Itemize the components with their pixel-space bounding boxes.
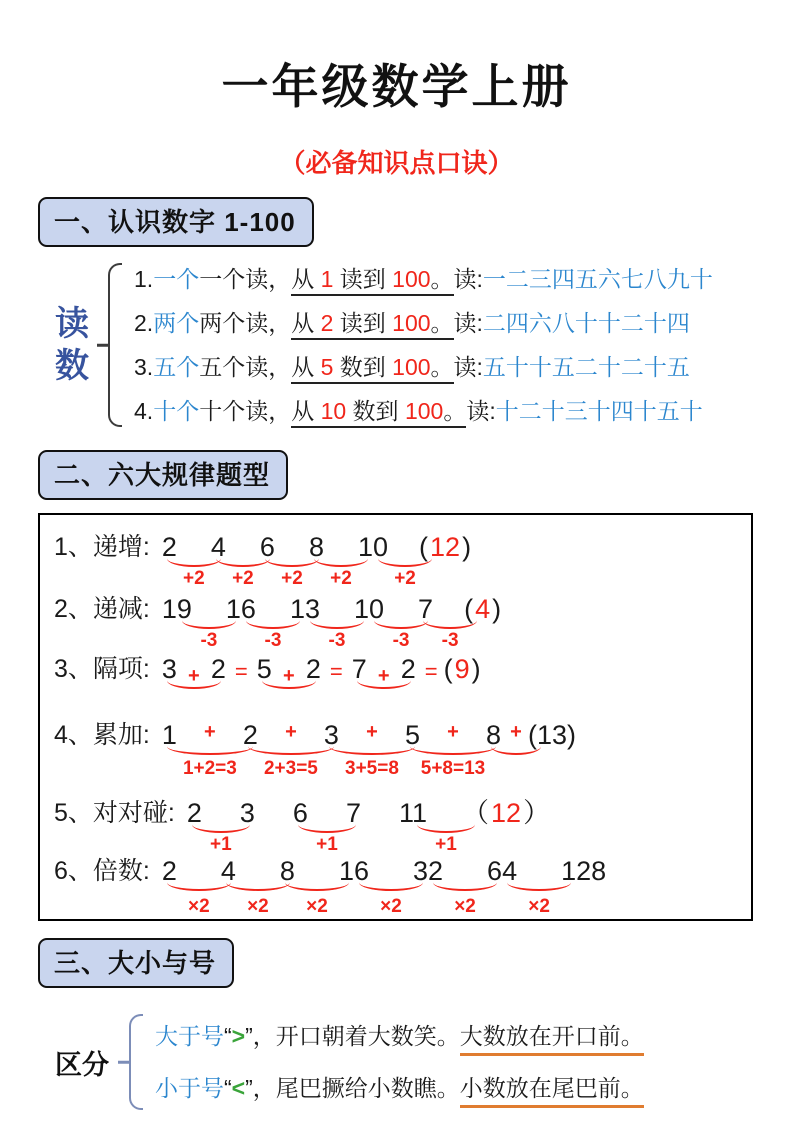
sequence-gap xyxy=(447,853,483,917)
sequence-gap xyxy=(388,591,414,651)
gap-operator: + xyxy=(285,721,297,743)
sequence-gap xyxy=(230,529,256,589)
sequence-number: 10 xyxy=(354,594,385,624)
arc-label: -3 xyxy=(200,630,218,651)
sequence-number: 10 xyxy=(357,532,389,562)
sequence-items xyxy=(158,591,502,651)
sequence-items xyxy=(183,795,551,855)
arc-label: +2 xyxy=(394,568,416,589)
sequence-gap xyxy=(365,795,395,831)
section3-compare-group xyxy=(55,1010,793,1114)
text-segment: 2. xyxy=(134,310,154,336)
sequence-gap xyxy=(181,717,239,779)
sequence-number: 9 xyxy=(454,654,470,684)
sequence-number: ） xyxy=(523,798,551,828)
text-segment: 。 xyxy=(443,398,466,428)
arc-curve xyxy=(216,550,270,567)
sequence-number: 3 xyxy=(323,720,339,750)
arc-curve xyxy=(374,612,428,629)
arc-curve xyxy=(226,874,290,891)
section1-side-label: 读数 xyxy=(55,304,89,385)
section3-header-label: 三、大小与号 xyxy=(54,948,217,978)
sequence-number: 6 xyxy=(292,798,308,828)
text-segment: 两个 xyxy=(153,310,200,336)
arc-label: +2 xyxy=(183,568,205,589)
sequence-gap xyxy=(181,853,217,917)
arc-label: -3 xyxy=(441,630,459,651)
gap-operator: + xyxy=(510,721,522,743)
sequence-number: 2 xyxy=(186,798,202,828)
sequence-gap xyxy=(324,591,350,651)
text-segment: 100 xyxy=(392,310,430,340)
sequence-row xyxy=(54,651,751,717)
text-segment: “ xyxy=(224,1023,232,1049)
text-segment: 从 xyxy=(291,354,320,384)
sequence-number: 12 xyxy=(491,798,522,828)
sequence-gap xyxy=(196,591,222,651)
sequence-number: ) xyxy=(471,654,481,684)
arc-label: -3 xyxy=(392,630,410,651)
text-segment: 一个读， xyxy=(199,266,292,292)
text-segment: < xyxy=(231,1075,246,1101)
sequence-number: 4 xyxy=(220,856,236,886)
page-title: 一年级数学上册 xyxy=(221,60,572,113)
sequence-gap xyxy=(431,795,461,855)
arc-label: +1 xyxy=(316,834,338,855)
text-segment: 。 xyxy=(431,354,454,384)
sequence-items xyxy=(158,853,610,917)
text-segment: > xyxy=(231,1023,246,1049)
sequence-number: 5 xyxy=(404,720,420,750)
arc-label: ×2 xyxy=(380,896,402,917)
reading-line xyxy=(134,345,713,389)
gap-operator: + xyxy=(282,665,295,687)
arc-label: 2+3=5 xyxy=(263,758,318,779)
sequence-number: 2 xyxy=(242,720,258,750)
arc-label: ×2 xyxy=(247,896,269,917)
section3-header xyxy=(38,938,234,988)
text-segment: 读到 xyxy=(333,266,392,296)
sequence-number: 2 xyxy=(305,654,321,684)
arc-label: -3 xyxy=(328,630,346,651)
sequence-number: 7 xyxy=(351,654,367,684)
arc-curve xyxy=(182,612,236,629)
text-segment: 一二三四五六七八九十 xyxy=(482,266,713,292)
arc-label: 1+2=3 xyxy=(182,758,237,779)
gap-operator: + xyxy=(377,665,390,687)
sequence-number: ( xyxy=(419,532,429,562)
text-segment: 一个 xyxy=(153,266,200,292)
arc-curve xyxy=(246,612,300,629)
arc-label: ×2 xyxy=(306,896,328,917)
sequence-number: 11 xyxy=(398,798,428,828)
arc-curve xyxy=(167,550,221,567)
text-segment: 。 xyxy=(431,310,454,340)
section1-reading-group xyxy=(52,257,793,433)
sequence-gap xyxy=(240,853,276,917)
sequence-gap xyxy=(260,591,286,651)
sequence-gap xyxy=(299,853,335,917)
text-segment: 5 xyxy=(321,354,334,384)
sequence-number: 12 xyxy=(430,532,461,562)
sequence-row-label: 2、递减: xyxy=(54,595,150,623)
text-segment: ”， xyxy=(245,1075,276,1101)
sequence-number: 19 xyxy=(161,594,192,624)
sequence-gap xyxy=(312,795,342,855)
gap-operator: + xyxy=(188,665,200,687)
text-segment: 。 xyxy=(431,266,454,296)
sequence-number: 64 xyxy=(487,856,518,886)
text-segment: 开口朝着大数笑。 xyxy=(275,1023,460,1049)
sequence-number: 2 xyxy=(161,856,177,886)
section3-side-label: 区分 xyxy=(55,1049,109,1080)
text-segment: 4. xyxy=(134,398,154,424)
text-segment: 读到 xyxy=(333,310,392,340)
sequence-number: ) xyxy=(462,532,472,562)
text-segment: 二四六八十十二十四 xyxy=(482,310,690,336)
text-segment: 读: xyxy=(453,310,483,336)
sequence-number: 16 xyxy=(225,594,256,624)
sequence-gap xyxy=(328,529,354,589)
sequence-number: (13) xyxy=(528,720,577,750)
arc-label: +2 xyxy=(330,568,352,589)
sequence-items xyxy=(158,529,472,589)
sequence-number: 4 xyxy=(475,594,491,624)
arc-curve xyxy=(417,816,475,833)
arc-curve xyxy=(298,816,356,833)
section1-lines xyxy=(134,257,713,433)
text-segment: 小于号 xyxy=(155,1075,224,1101)
sequence-row xyxy=(54,529,751,591)
text-segment: 从 xyxy=(291,266,320,296)
text-segment: 从 xyxy=(291,398,320,428)
sequence-number: = xyxy=(234,659,248,684)
sequence-number: 8 xyxy=(308,532,324,562)
sequence-number: 7 xyxy=(418,594,434,624)
sequence-row-label: 3、隔项: xyxy=(54,655,150,683)
sequence-number: 2 xyxy=(400,654,416,684)
sequence-number: 128 xyxy=(561,856,607,886)
text-segment: 五个 xyxy=(153,354,200,380)
text-segment: 100 xyxy=(392,354,430,384)
section3-lines xyxy=(155,1010,644,1114)
text-segment: 小数放在尾巴前。 xyxy=(460,1075,644,1108)
sequence-gap xyxy=(206,795,236,855)
sequence-gap xyxy=(420,717,486,779)
text-segment: 十二十三十四十五十 xyxy=(495,398,703,424)
sequence-number: 1 xyxy=(161,720,177,750)
text-segment: 读: xyxy=(453,354,483,380)
sequence-number: 4 xyxy=(210,532,226,562)
text-segment: 数到 xyxy=(333,354,392,384)
sequence-number: = xyxy=(329,659,343,684)
text-segment: 大数放在开口前。 xyxy=(460,1023,644,1056)
text-segment: 100 xyxy=(392,266,430,296)
arc-label: ×2 xyxy=(454,896,476,917)
section2-header-label: 二、六大规律题型 xyxy=(54,460,271,490)
text-segment: 尾巴撅给小数瞧。 xyxy=(275,1075,460,1101)
sequence-gap xyxy=(276,651,302,687)
sequence-gap xyxy=(181,651,207,687)
sequence-gap xyxy=(505,717,527,753)
text-segment: 1 xyxy=(321,266,334,296)
arc-curve xyxy=(423,612,477,629)
sequence-number: 8 xyxy=(279,856,295,886)
sequence-number: ) xyxy=(492,594,502,624)
arc-label: ×2 xyxy=(188,896,210,917)
text-segment: 读: xyxy=(466,398,496,424)
rules-box xyxy=(38,513,753,921)
text-segment: 十个 xyxy=(153,398,200,424)
arc-label: 5+8=13 xyxy=(420,758,486,779)
arc-label: +1 xyxy=(210,834,232,855)
compare-line xyxy=(155,1062,644,1114)
sequence-gap xyxy=(181,529,207,589)
section1-header-label: 一、认识数字 1-100 xyxy=(54,207,296,237)
section3-bracket xyxy=(129,1014,143,1110)
sequence-gap xyxy=(373,853,409,917)
sequence-row-label: 5、对对碰: xyxy=(54,799,175,827)
arc-curve xyxy=(314,550,368,567)
sequence-row xyxy=(54,591,751,651)
sequence-gap xyxy=(279,529,305,589)
text-segment: 读: xyxy=(453,266,483,292)
text-segment: 五十十五二十二十五 xyxy=(482,354,690,380)
gap-operator: + xyxy=(447,721,459,743)
sequence-row xyxy=(54,795,751,853)
sequence-items xyxy=(158,717,577,779)
reading-line xyxy=(134,301,713,345)
sequence-number: 6 xyxy=(259,532,275,562)
sequence-number: = xyxy=(424,659,438,684)
sequence-number: ( xyxy=(443,654,453,684)
sequence-number: 13 xyxy=(289,594,320,624)
sequence-row xyxy=(54,853,751,923)
arc-curve xyxy=(378,550,432,567)
sequence-number: ( xyxy=(464,594,474,624)
sequence-row xyxy=(54,717,751,795)
sequence-number: 7 xyxy=(345,798,361,828)
arc-label: +2 xyxy=(232,568,254,589)
reading-line xyxy=(134,257,713,301)
text-segment: 从 xyxy=(291,310,320,340)
text-segment: 100 xyxy=(405,398,443,428)
page-subtitle: （必备知识点口诀） xyxy=(279,148,514,178)
text-segment: 10 xyxy=(321,398,347,428)
section1-bracket xyxy=(108,263,122,427)
sequence-row-label: 1、递增: xyxy=(54,533,150,561)
text-segment: 1. xyxy=(134,266,154,292)
text-segment: 五个读， xyxy=(199,354,292,380)
sequence-number: 2 xyxy=(210,654,226,684)
sequence-number: 3 xyxy=(161,654,177,684)
arc-curve xyxy=(433,874,497,891)
reading-line xyxy=(134,389,713,433)
text-segment: ”， xyxy=(245,1023,276,1049)
section2-header xyxy=(38,450,288,500)
arc-curve xyxy=(265,550,319,567)
sequence-row-label: 4、累加: xyxy=(54,721,150,749)
sequence-number: 3 xyxy=(239,798,255,828)
arc-curve xyxy=(192,816,250,833)
arc-label: -3 xyxy=(264,630,282,651)
sequence-number: 2 xyxy=(161,532,177,562)
text-segment: 数到 xyxy=(346,398,405,428)
sequence-row-label: 6、倍数: xyxy=(54,857,150,885)
sequence-gap xyxy=(521,853,557,917)
arc-curve xyxy=(359,874,423,891)
sequence-items xyxy=(158,651,482,690)
sequence-gap xyxy=(343,717,401,779)
sequence-gap xyxy=(259,795,289,831)
text-segment: 3. xyxy=(134,354,154,380)
sequence-gap xyxy=(371,651,397,687)
sequence-gap xyxy=(392,529,418,589)
sequence-number: 32 xyxy=(413,856,444,886)
sequence-number: 16 xyxy=(338,856,369,886)
text-segment: 大于号 xyxy=(155,1023,224,1049)
sequence-number: 8 xyxy=(485,720,502,750)
sequence-gap xyxy=(437,591,463,651)
sequence-number: （ xyxy=(462,798,490,828)
arc-curve xyxy=(507,874,571,891)
arc-label: +1 xyxy=(435,834,457,855)
arc-label: ×2 xyxy=(528,896,550,917)
arc-curve xyxy=(167,874,231,891)
text-segment: 十个读， xyxy=(199,398,292,424)
arc-curve xyxy=(310,612,364,629)
gap-operator: + xyxy=(204,721,216,743)
sequence-number: 5 xyxy=(256,654,272,684)
text-segment: 2 xyxy=(321,310,334,340)
compare-line xyxy=(155,1010,644,1062)
section1-header xyxy=(38,197,314,247)
text-segment: 两个读， xyxy=(199,310,292,336)
arc-curve xyxy=(285,874,349,891)
arc-label: 3+5=8 xyxy=(345,758,399,779)
arc-label: +2 xyxy=(281,568,303,589)
sequence-gap xyxy=(262,717,320,779)
gap-operator: + xyxy=(366,721,378,743)
text-segment: “ xyxy=(224,1075,232,1101)
